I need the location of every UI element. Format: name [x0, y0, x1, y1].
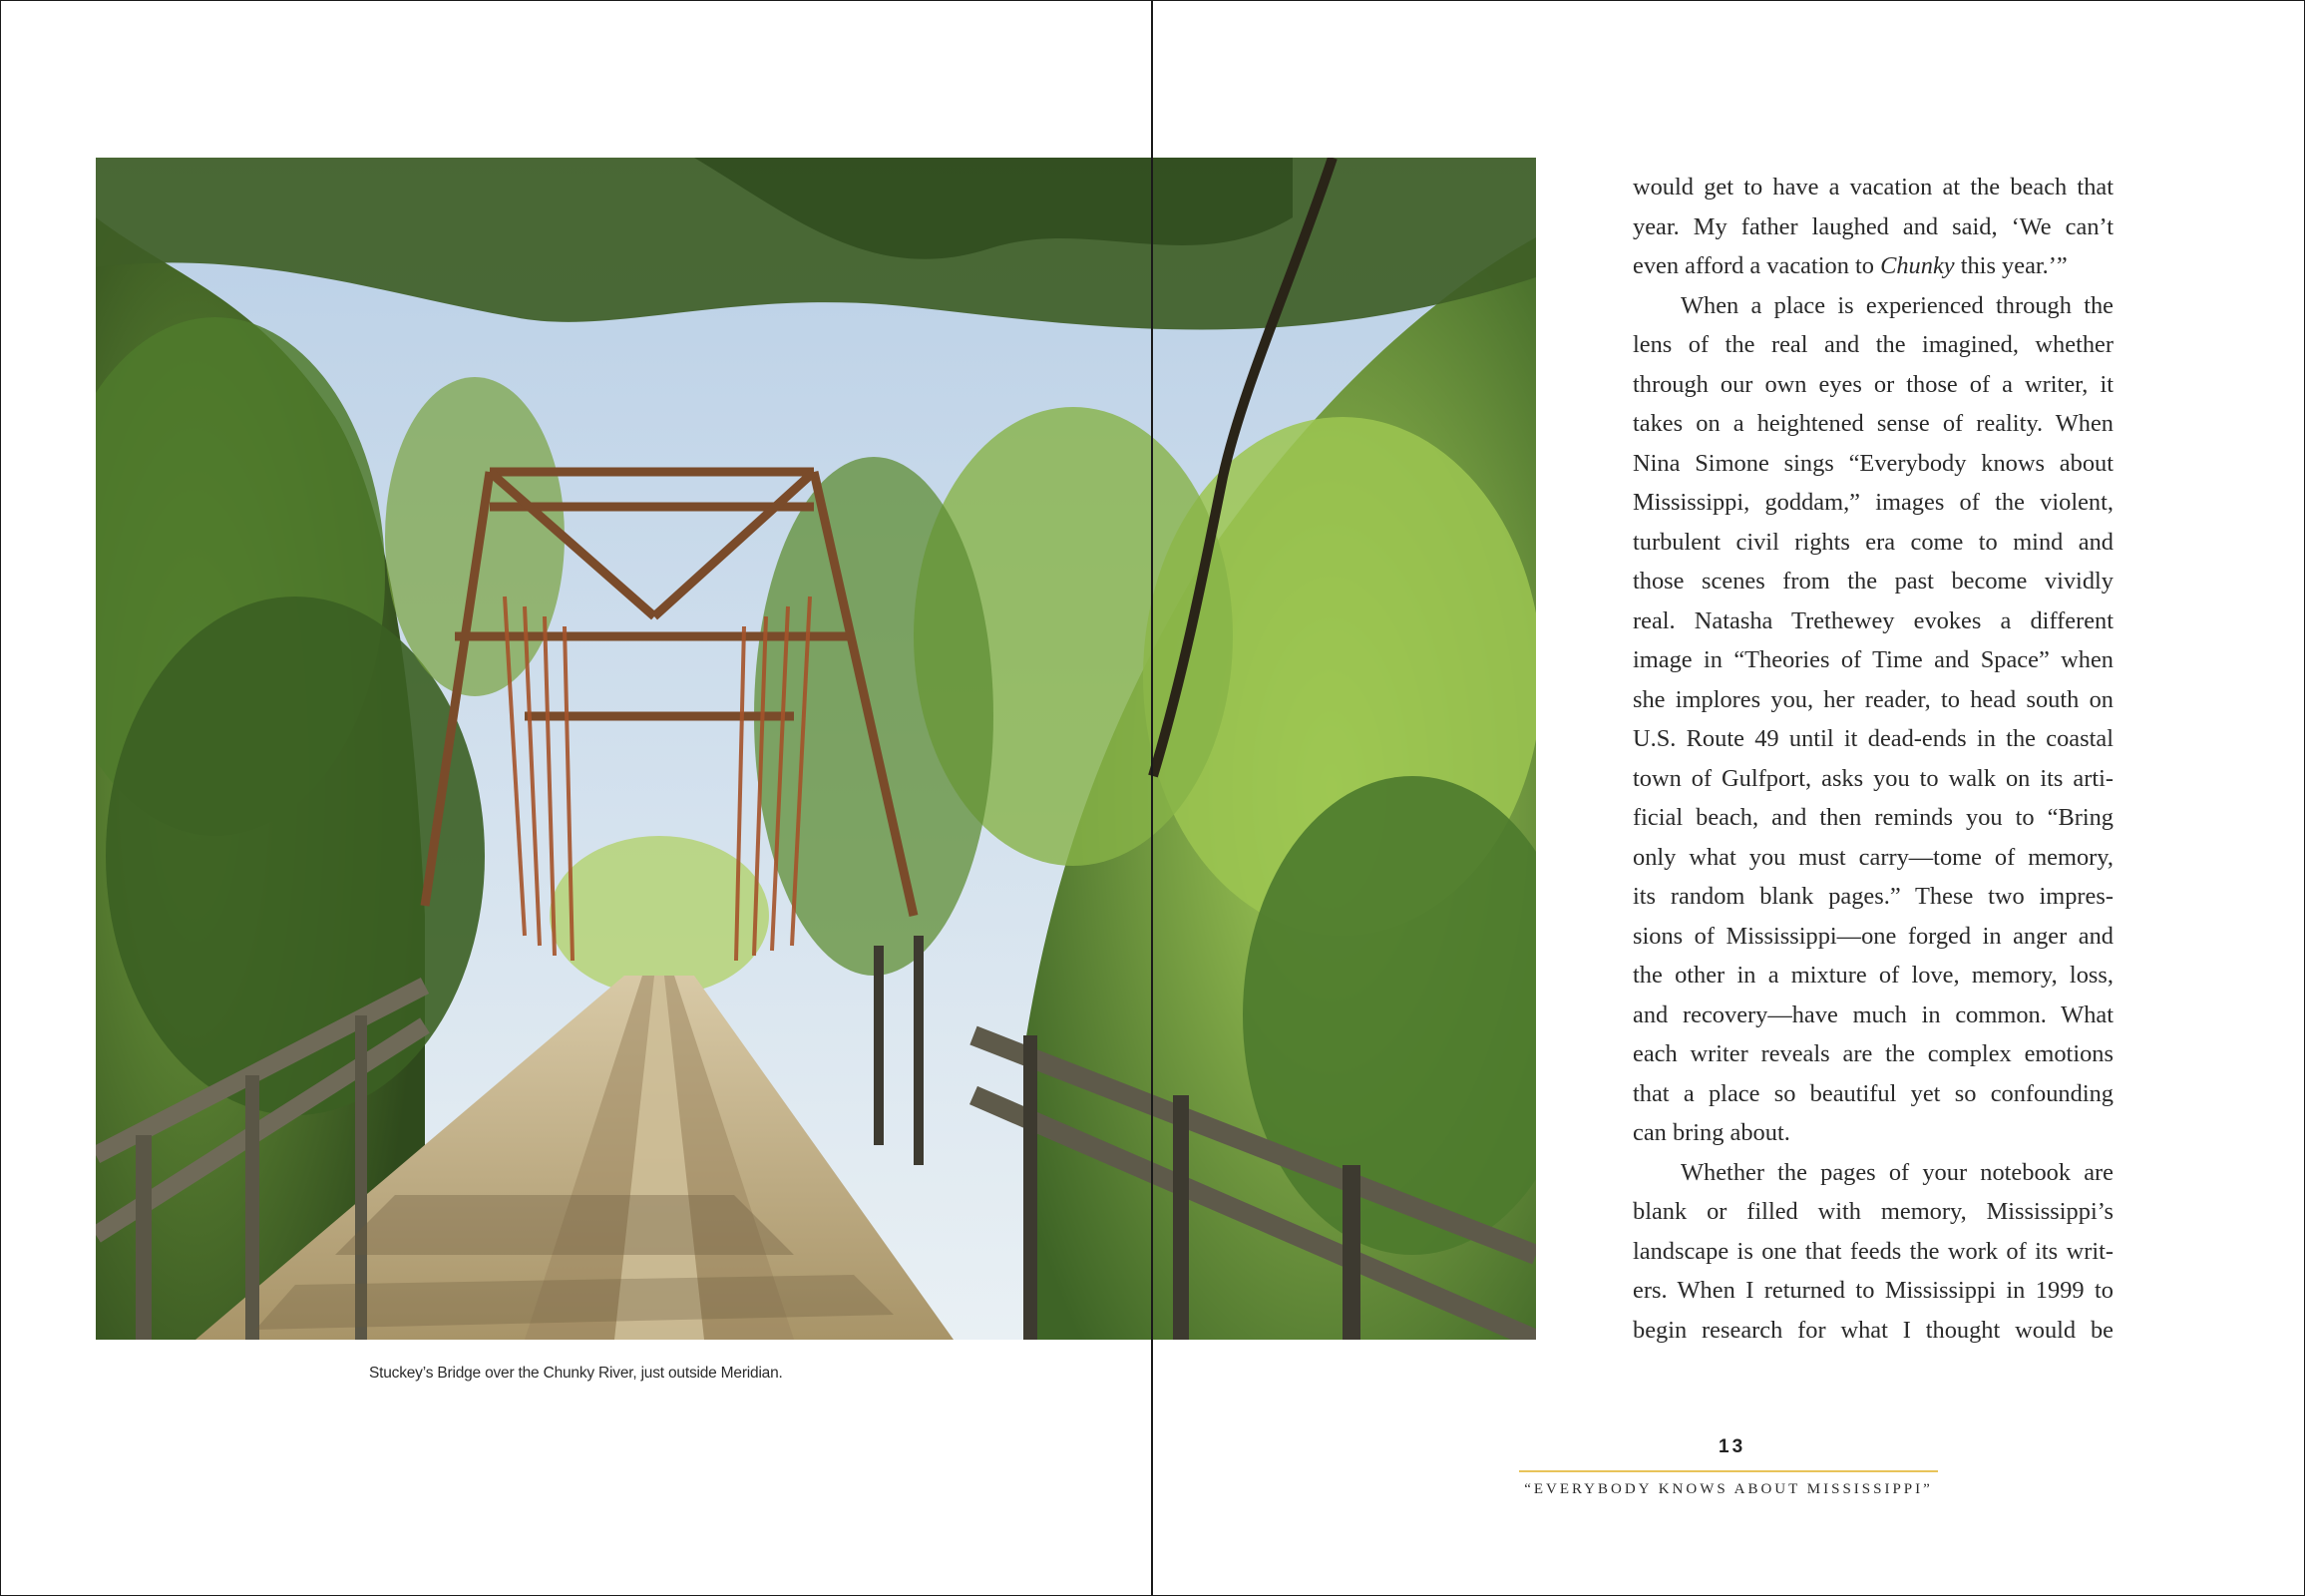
bridge-photo	[96, 158, 1536, 1340]
body-text-line: town of Gulfport, asks you to walk on its arti-	[1633, 764, 2113, 792]
body-text-line: turbulent civil rights era come to mind and	[1633, 528, 2113, 556]
body-text-line: ficial beach, and then reminds you to “Bring	[1633, 804, 2113, 831]
body-text-line: lens of the real and the imagined, whether	[1633, 331, 2113, 358]
running-title-rule	[1519, 1470, 1938, 1472]
body-text-line: and recovery—have much in common. What	[1633, 1000, 2113, 1028]
body-text-line: can bring about.	[1633, 1119, 1790, 1146]
running-title: “EVERYBODY KNOWS ABOUT MISSISSIPPI”	[1524, 1481, 1933, 1497]
body-text-line: takes on a heightened sense of reality. When	[1633, 410, 2113, 437]
body-text-line: year. My father laughed and said, ‘We can’t	[1633, 212, 2113, 240]
body-text-line: begin research for what I thought would be	[1633, 1316, 2113, 1344]
body-text-line: that a place so beautiful yet so confounding	[1633, 1079, 2113, 1107]
spread-gutter	[1151, 0, 1153, 1596]
body-text-line: Nina Simone sings “Everybody knows about	[1633, 449, 2113, 477]
body-text-line: its random blank pages.” These two impres-	[1633, 883, 2113, 910]
body-text-line: even afford a vacation to Chunky this year.’”	[1633, 252, 2068, 279]
body-text-line: only what you must carry—tome of memory,	[1633, 843, 2113, 871]
page-number: 13	[1719, 1436, 1746, 1457]
body-text-line: ers. When I returned to Mississippi in 1999 to	[1633, 1277, 2113, 1304]
body-text-line: When a place is experienced through the	[1681, 291, 2113, 319]
body-text-line: the other in a mixture of love, memory, loss,	[1633, 962, 2113, 989]
body-text	[1633, 168, 2113, 1350]
body-text-column	[1633, 168, 2113, 1350]
body-text-line: would get to have a vacation at the beach that	[1633, 174, 2113, 200]
body-text-line: landscape is one that feeds the work of its writ-	[1633, 1237, 2113, 1265]
body-text-line: sions of Mississippi—one forged in anger and	[1633, 922, 2113, 950]
body-text-line: Mississippi, goddam,” images of the violent,	[1633, 489, 2113, 516]
body-text-line: U.S. Route 49 until it dead-ends in the coastal	[1633, 725, 2113, 752]
body-text-line: each writer reveals are the complex emotions	[1633, 1040, 2113, 1067]
body-text-line: real. Natasha Trethewey evokes a different	[1633, 606, 2113, 634]
body-text-line: she implores you, her reader, to head south on	[1633, 685, 2113, 713]
body-text-line: through our own eyes or those of a writer, it	[1633, 370, 2113, 398]
body-text-line: those scenes from the past become vividly	[1633, 568, 2113, 595]
body-text-line: Whether the pages of your notebook are	[1681, 1158, 2113, 1186]
body-text-line: image in “Theories of Time and Space” when	[1633, 646, 2113, 673]
photo-caption: Stuckey’s Bridge over the Chunky River, just outside Meridian.	[369, 1365, 783, 1382]
body-text-line: blank or filled with memory, Mississippi’s	[1633, 1198, 2113, 1225]
